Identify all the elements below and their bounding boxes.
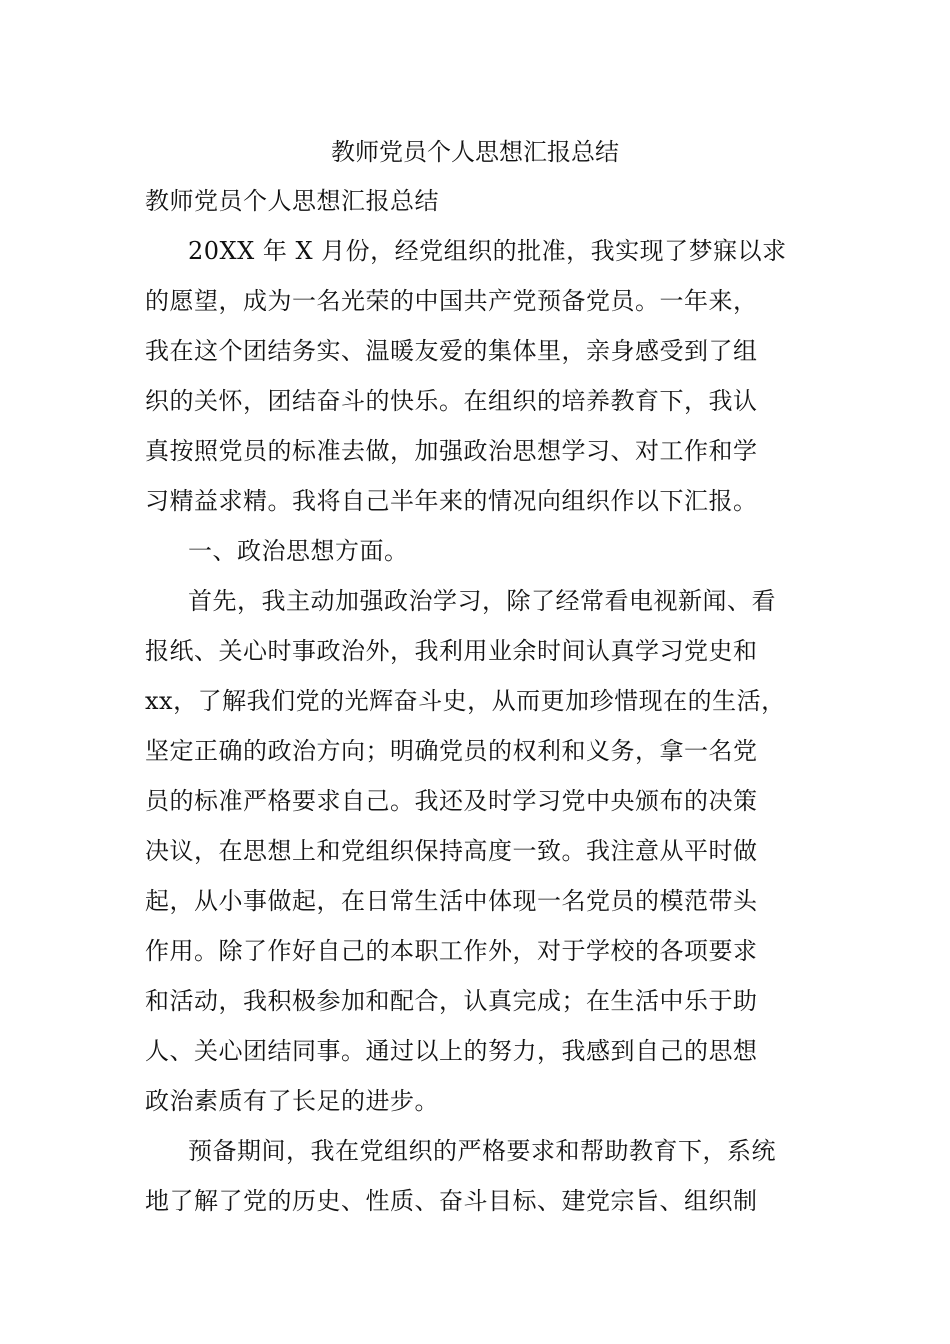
body-line: 习精益求精。我将自己半年来的情况向组织作以下汇报。 — [145, 487, 758, 515]
body-line: 和活动，我积极参加和配合，认真完成；在生活中乐于助 — [145, 987, 758, 1015]
body-line: 真按照党员的标准去做，加强政治思想学习、对工作和学 — [145, 437, 758, 465]
body-line: 人、关心团结同事。通过以上的努力，我感到自己的思想 — [145, 1037, 758, 1065]
body-line: 政治素质有了长足的进步。 — [145, 1087, 439, 1115]
body-line: 作用。除了作好自己的本职工作外，对于学校的各项要求 — [145, 937, 758, 965]
body-line: 首先，我主动加强政治学习，除了经常看电视新闻、看 — [188, 587, 776, 615]
body-line: 预备期间，我在党组织的严格要求和帮助教育下，系统 — [188, 1137, 776, 1165]
body-line: 员的标准严格要求自己。我还及时学习党中央颁布的决策 — [145, 787, 758, 815]
body-line: 的愿望，成为一名光荣的中国共产党预备党员。一年来， — [145, 287, 758, 315]
body-line: 起，从小事做起，在日常生活中体现一名党员的模范带头 — [145, 887, 758, 915]
body-line: 我在这个团结务实、温暖友爱的集体里，亲身感受到了组 — [145, 337, 758, 365]
section-heading: 一、政治思想方面。 — [188, 537, 409, 565]
body-line-subtitle: 教师党员个人思想汇报总结 — [145, 187, 439, 215]
body-line: 地了解了党的历史、性质、奋斗目标、建党宗旨、组织制 — [145, 1187, 758, 1215]
body-line: 决议，在思想上和党组织保持高度一致。我注意从平时做 — [145, 837, 758, 865]
body-line: 坚定正确的政治方向；明确党员的权利和义务，拿一名党 — [145, 737, 758, 765]
document-title: 教师党员个人思想汇报总结 — [331, 138, 619, 166]
body-line: 报纸、关心时事政治外，我利用业余时间认真学习党史和 — [145, 637, 758, 665]
body-line: 织的关怀，团结奋斗的快乐。在组织的培养教育下，我认 — [145, 387, 758, 415]
body-line: xx，了解我们党的光辉奋斗史，从而更加珍惜现在的生活， — [145, 687, 786, 715]
body-line: 20XX 年 X 月份，经党组织的批准，我实现了梦寐以求 — [188, 237, 787, 265]
